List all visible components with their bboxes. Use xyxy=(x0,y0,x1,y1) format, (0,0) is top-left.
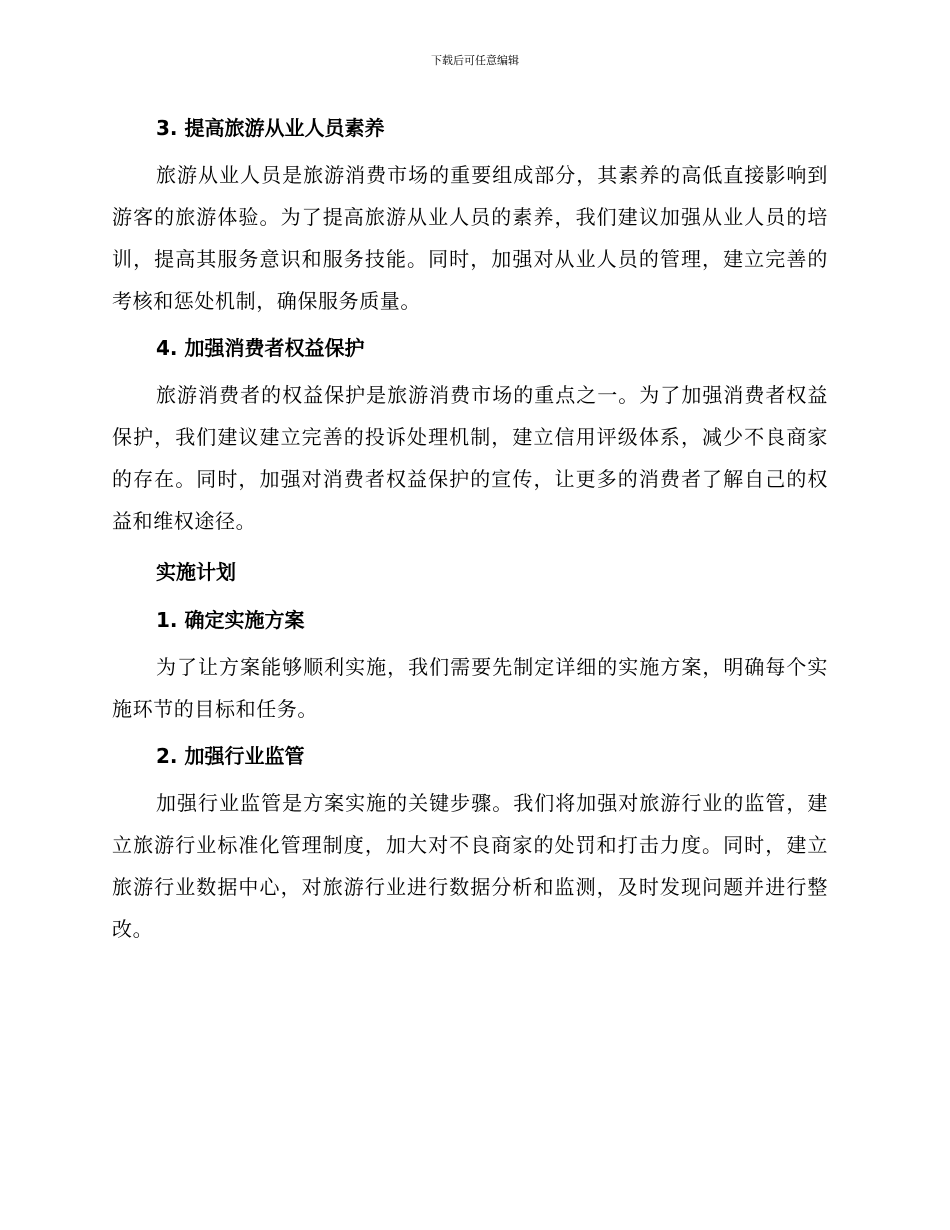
paragraph-industry-supervision: 加强行业监管是方案实施的关键步骤。我们将加强对旅游行业的监管，建立旅游行业标准化管理制度，加大对不良商家的处罚和打击力度。同时，建立旅游行业数据中心，对旅游行业进行数据分析和监测，及时发现问题并进行整改。 xyxy=(112,791,828,941)
heading-industry-supervision: 2. 加强行业监管 xyxy=(156,744,305,768)
heading-consumer-rights: 4. 加强消费者权益保护 xyxy=(156,336,365,360)
paragraph-consumer-rights: 旅游消费者的权益保护是旅游消费市场的重点之一。为了加强消费者权益保护，我们建议建立完善的投诉处理机制，建立信用评级体系，减少不良商家的存在。同时，加强对消费者权益保护的宣传，让更多的消费者了解自己的权益和维权途径。 xyxy=(112,383,828,533)
heading-determine-plan: 1. 确定实施方案 xyxy=(156,608,305,632)
heading-implementation-plan: 实施计划 xyxy=(156,560,236,584)
page-header: 下载后可任意编辑 xyxy=(431,54,519,67)
paragraph-staff-quality: 旅游从业人员是旅游消费市场的重要组成部分，其素养的高低直接影响到游客的旅游体验。为了提高旅游从业人员的素养，我们建议加强从业人员的培训，提高其服务意识和服务技能。同时，加强对从业人员的管理，建立完善的考核和惩处机制，确保服务质量。 xyxy=(112,163,828,313)
heading-improve-staff-quality: 3. 提高旅游从业人员素养 xyxy=(156,116,385,140)
paragraph-determine-plan: 为了让方案能够顺利实施，我们需要先制定详细的实施方案，明确每个实施环节的目标和任务。 xyxy=(112,655,828,721)
document-body xyxy=(112,110,828,950)
